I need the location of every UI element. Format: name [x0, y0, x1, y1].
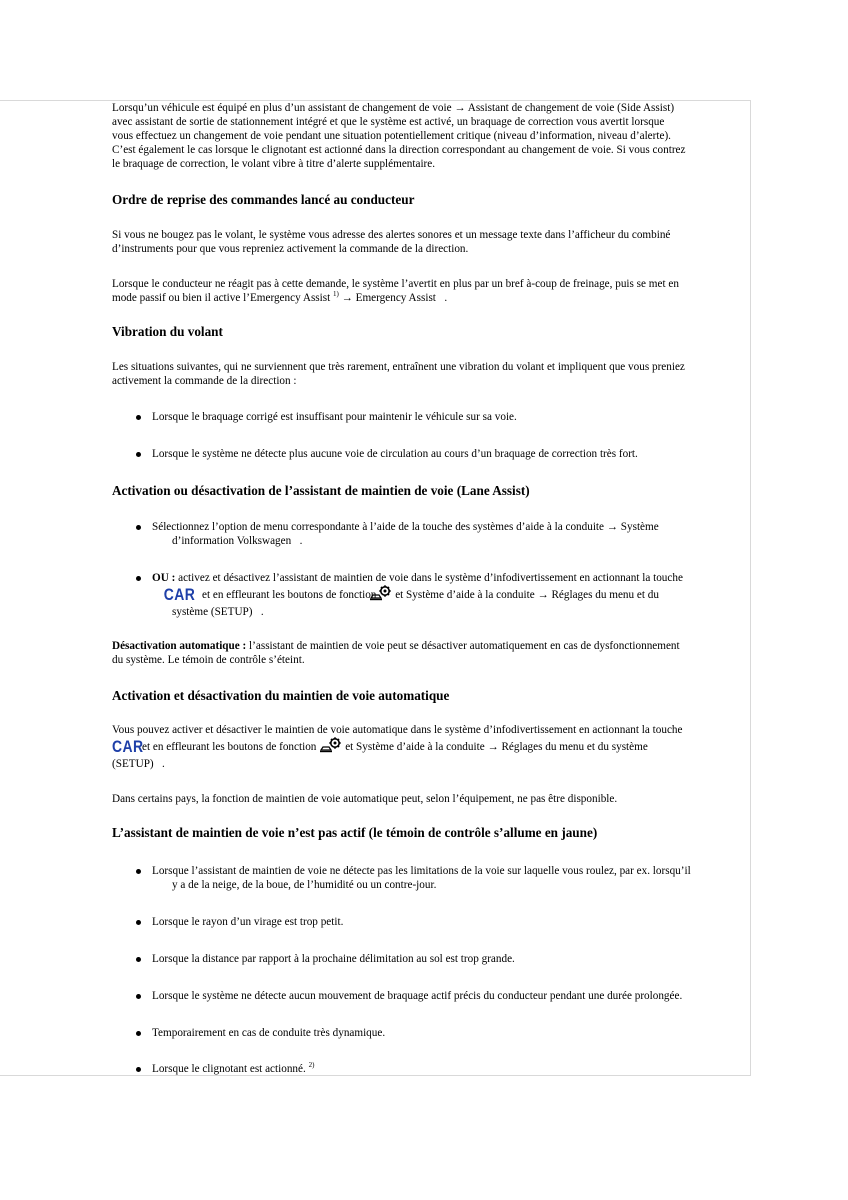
- footnote-ref-1: 1): [333, 290, 339, 298]
- list-item: Lorsque la distance par rapport à la prochaine délimitation au sol est trop grande.: [136, 952, 742, 966]
- list-item: Lorsque le clignotant est actionné. $^{2)}$: [136, 1062, 742, 1076]
- list-item: Lorsque le système ne détecte plus aucune voie de circulation au cours d’un braquage de correction très fort.: [136, 447, 742, 461]
- section-heading-auto-lane-keeping: Activation et désactivation du maintien de voie automatique: [112, 688, 450, 703]
- gear-car-settings-icon: [380, 585, 394, 605]
- bullet-icon: [136, 525, 141, 530]
- country-availability-paragraph: Dans certains pays, la fonction de maintien de voie automatique peut, selon l’équipement, ne pas être disponible.: [112, 793, 618, 805]
- intro-paragraph: Lorsqu’un véhicule est équipé en plus d’un assistant de changement de voie → Assistant de changement de voie (Side Assist) avec assistant de sortie de stationnement intégré et que le système est activé, un braquage de correction vous avertit lorsque vous effectuez un changement de voie pendant une situation potentiellement critique (niveau d’information, niveau d’alerte). C’est également le cas lorsque le clignotant est actionné dans la direction correspondant au changement de voie. Si vous contrez le braquage de correction, le volant vibre à titre d’alerte supplémentaire.: [112, 102, 686, 170]
- bullet-icon: [136, 920, 141, 925]
- bullet-icon: [136, 576, 141, 581]
- bullet-icon: [136, 869, 141, 874]
- list-item: Temporairement en cas de conduite très dynamique.: [136, 1026, 742, 1040]
- list-item: Lorsque le rayon d’un virage est trop petit.: [136, 915, 742, 929]
- vibration-paragraph: Les situations suivantes, qui ne surviennent que très rarement, entraînent une vibration du volant et impliquent que vous preniez activement la commande de la direction :: [112, 361, 685, 387]
- list-item: Lorsque le système ne détecte aucun mouvement de braquage actif précis du conducteur pendant une durée prolongée.: [136, 989, 742, 1003]
- section-heading-takeover-request: Ordre de reprise des commandes lancé au conducteur: [112, 192, 415, 207]
- bullet-icon: [136, 1067, 141, 1072]
- takeover-paragraph-1: Si vous ne bougez pas le volant, le système vous adresse des alertes sonores et un message texte dans l’afficheur du combiné d’instruments pour que vous repreniez activement la commande de la direction.: [112, 229, 671, 255]
- list-item: Lorsque l’assistant de maintien de voie ne détecte pas les limitations de la voie sur laquelle vous roulez, par ex. lorsqu’il y a de la neige, de la boue, de l’humidité ou un contre-jour.: [136, 864, 742, 892]
- car-key-icon: CAR: [112, 737, 144, 756]
- bullet-icon: [136, 415, 141, 420]
- bullet-icon: [136, 994, 141, 999]
- auto-lane-keeping-paragraph: Vous pouvez activer et désactiver le maintien de voie automatique dans le système d’infodivertissement en actionnant la touche CARet en effleurant les boutons de fonction et Système d’aide à la conduite → Réglages du menu et du système (SETUP) .: [112, 724, 683, 770]
- section-heading-lane-assist-inactive: L’assistant de maintien de voie n’est pas actif (le témoin de contrôle s’allume en jaune): [112, 825, 598, 840]
- menu-settings-link[interactable]: → Réglages du menu et du: [537, 589, 659, 601]
- list-item: Lorsque le braquage corrigé est insuffisant pour maintenir le véhicule sur sa voie.: [136, 410, 742, 424]
- gear-car-settings-icon: [320, 737, 344, 757]
- bullet-icon: [136, 957, 141, 962]
- auto-deactivation-paragraph: Désactivation automatique : l’assistant de maintien de voie peut se désactiver automatiquement en cas de dysfonctionnement du système. Le témoin de contrôle s’éteint.: [112, 640, 680, 666]
- system-info-link[interactable]: → Système: [606, 521, 659, 533]
- list-item: Sélectionnez l’option de menu correspondante à l’aide de la touche des systèmes d’aide à la conduite → Système d’information Volkswagen .: [136, 520, 742, 548]
- emergency-assist-link[interactable]: → Emergency Assist: [341, 292, 439, 304]
- bullet-icon: [136, 1031, 141, 1036]
- car-key-icon: CAR: [163, 585, 196, 604]
- menu-settings-link[interactable]: → Réglages du menu et du système: [487, 741, 648, 753]
- takeover-paragraph-2: Lorsque le conducteur ne réagit pas à cette demande, le système l’avertit en plus par un bref à-coup de freinage, puis se met en mode passif ou bien il active l’Emergency Assist $^{1)}$ → Emergency Assist .: [112, 278, 679, 304]
- footnote-ref-2: 2): [308, 1061, 315, 1069]
- list-item: OU : activez et désactivez l’assistant de maintien de voie dans le système d’infodivertissement en actionnant la touche CAR et en effleurant les boutons de fonction et Système d’aide à la conduite → Réglages du menu et du système (SETUP) .: [136, 571, 742, 619]
- section-heading-steering-vibration: Vibration du volant: [112, 324, 223, 339]
- bullet-icon: [136, 452, 141, 457]
- section-heading-lane-assist-toggle: Activation ou désactivation de l’assistant de maintien de voie (Lane Assist): [112, 483, 530, 498]
